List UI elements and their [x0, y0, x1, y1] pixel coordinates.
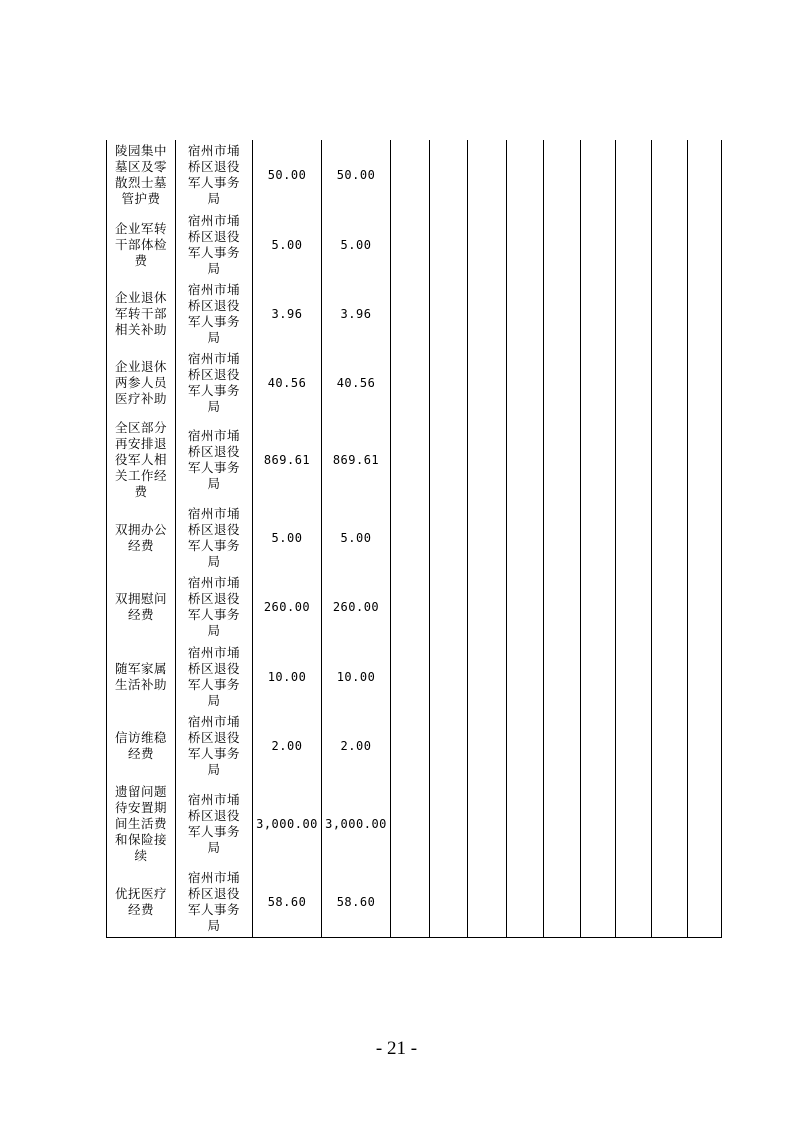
empty-cell [430, 572, 468, 642]
empty-cell [616, 348, 652, 417]
table-row [107, 503, 722, 572]
empty-cell [581, 210, 616, 279]
unit-name-cell [176, 417, 253, 503]
empty-cell [430, 417, 468, 503]
empty-cell [652, 780, 688, 867]
empty-cell [468, 417, 507, 503]
item-name-cell-text: 信访维稳 经费 [114, 729, 167, 761]
empty-cell [468, 867, 507, 937]
empty-cell [581, 642, 616, 711]
amount-budget-cell-text: 2.00 [340, 738, 372, 753]
empty-cell [391, 642, 430, 711]
empty-cell [430, 503, 468, 572]
budget-table [106, 140, 722, 938]
empty-cell [507, 210, 544, 279]
empty-cell [688, 572, 722, 642]
item-name-cell [107, 572, 176, 642]
empty-cell [391, 210, 430, 279]
empty-cell [430, 642, 468, 711]
amount-total-cell-text: 2.00 [271, 738, 303, 753]
amount-total-cell-text: 58.60 [267, 894, 307, 909]
amount-total-cell-text: 869.61 [263, 453, 311, 467]
empty-cell [507, 279, 544, 348]
unit-name-cell-text: 宿州市埇 桥区退役 军人事务 局 [187, 791, 240, 855]
empty-cell [391, 140, 430, 210]
empty-cell [468, 711, 507, 780]
amount-budget-cell [322, 348, 391, 417]
amount-total-cell [253, 140, 322, 210]
empty-cell [468, 348, 507, 417]
empty-cell [544, 642, 581, 711]
empty-cell [391, 711, 430, 780]
empty-cell [581, 279, 616, 348]
empty-cell [468, 503, 507, 572]
item-name-cell-text: 双拥慰问 经费 [114, 591, 167, 622]
table-body [107, 140, 722, 937]
item-name-cell [107, 711, 176, 780]
empty-cell [652, 711, 688, 780]
amount-total-cell [253, 279, 322, 348]
table-row [107, 279, 722, 348]
empty-cell [430, 348, 468, 417]
unit-name-cell-text: 宿州市埇 桥区退役 军人事务 局 [187, 505, 240, 569]
amount-budget-cell [322, 417, 391, 503]
empty-cell [581, 780, 616, 867]
unit-name-cell [176, 642, 253, 711]
empty-cell [581, 711, 616, 780]
amount-total-cell-text: 260.00 [263, 600, 311, 614]
amount-budget-cell-text: 869.61 [332, 453, 380, 467]
item-name-cell [107, 279, 176, 348]
unit-name-cell-text: 宿州市埇 桥区退役 军人事务 局 [187, 212, 240, 276]
empty-cell [507, 572, 544, 642]
empty-cell [688, 210, 722, 279]
unit-name-cell [176, 140, 253, 210]
empty-cell [652, 642, 688, 711]
empty-cell [430, 711, 468, 780]
table-row [107, 572, 722, 642]
amount-budget-cell-text: 40.56 [336, 375, 376, 390]
empty-cell [652, 572, 688, 642]
item-name-cell-text: 全区部分 再安排退 役军人相 关工作经 费 [114, 420, 167, 499]
unit-name-cell-text: 宿州市埇 桥区退役 军人事务 局 [187, 428, 240, 491]
unit-name-cell-text: 宿州市埇 桥区退役 军人事务 局 [187, 644, 240, 708]
empty-cell [688, 279, 722, 348]
amount-total-cell-text: 10.00 [267, 669, 307, 684]
empty-cell [616, 210, 652, 279]
empty-cell [688, 417, 722, 503]
empty-cell [544, 417, 581, 503]
unit-name-cell-text: 宿州市埇 桥区退役 军人事务 局 [187, 350, 240, 414]
item-name-cell [107, 503, 176, 572]
unit-name-cell-text: 宿州市埇 桥区退役 军人事务 局 [187, 713, 240, 777]
empty-cell [652, 503, 688, 572]
amount-budget-cell-text: 5.00 [340, 237, 372, 252]
amount-total-cell-text: 40.56 [267, 375, 307, 390]
empty-cell [616, 780, 652, 867]
empty-cell [616, 642, 652, 711]
empty-cell [391, 503, 430, 572]
empty-cell [616, 867, 652, 937]
empty-cell [468, 642, 507, 711]
amount-budget-cell-text: 5.00 [340, 530, 372, 545]
item-name-cell [107, 867, 176, 937]
amount-total-cell-text: 5.00 [271, 530, 303, 545]
empty-cell [544, 572, 581, 642]
empty-cell [468, 210, 507, 279]
amount-budget-cell-text: 3,000.00 [325, 816, 387, 831]
amount-budget-cell [322, 780, 391, 867]
empty-cell [581, 867, 616, 937]
amount-budget-cell [322, 503, 391, 572]
empty-cell [544, 210, 581, 279]
empty-cell [544, 140, 581, 210]
item-name-cell-text: 双拥办公 经费 [114, 521, 167, 553]
amount-total-cell [253, 503, 322, 572]
amount-total-cell [253, 642, 322, 711]
item-name-cell-text: 遗留问题 待安置期 间生活费 和保险接 续 [114, 783, 167, 863]
empty-cell [430, 780, 468, 867]
amount-budget-cell-text: 260.00 [332, 600, 380, 614]
unit-name-cell [176, 210, 253, 279]
unit-name-cell [176, 572, 253, 642]
table-row [107, 642, 722, 711]
empty-cell [616, 279, 652, 348]
amount-budget-cell-text: 10.00 [336, 669, 376, 684]
empty-cell [507, 503, 544, 572]
amount-budget-cell-text: 58.60 [336, 894, 376, 909]
empty-cell [544, 867, 581, 937]
empty-cell [652, 417, 688, 503]
unit-name-cell-text: 宿州市埇 桥区退役 军人事务 局 [187, 575, 240, 638]
empty-cell [430, 210, 468, 279]
item-name-cell [107, 210, 176, 279]
empty-cell [468, 572, 507, 642]
empty-cell [430, 867, 468, 937]
item-name-cell [107, 140, 176, 210]
unit-name-cell-text: 宿州市埇 桥区退役 军人事务 局 [187, 281, 240, 345]
item-name-cell [107, 642, 176, 711]
empty-cell [581, 503, 616, 572]
empty-cell [391, 417, 430, 503]
empty-cell [507, 642, 544, 711]
empty-cell [507, 348, 544, 417]
empty-cell [468, 140, 507, 210]
unit-name-cell-text: 宿州市埇 桥区退役 军人事务 局 [187, 143, 240, 206]
table-row [107, 140, 722, 210]
empty-cell [688, 867, 722, 937]
empty-cell [430, 279, 468, 348]
empty-cell [652, 348, 688, 417]
item-name-cell-text: 企业退休 军转干部 相关补助 [114, 289, 167, 337]
table-row [107, 348, 722, 417]
empty-cell [652, 140, 688, 210]
empty-cell [391, 572, 430, 642]
amount-total-cell [253, 348, 322, 417]
amount-budget-cell [322, 140, 391, 210]
empty-cell [581, 417, 616, 503]
empty-cell [507, 417, 544, 503]
empty-cell [688, 642, 722, 711]
empty-cell [468, 780, 507, 867]
empty-cell [507, 711, 544, 780]
amount-budget-cell [322, 572, 391, 642]
empty-cell [688, 503, 722, 572]
unit-name-cell [176, 867, 253, 937]
empty-cell [507, 780, 544, 867]
item-name-cell [107, 780, 176, 867]
table-row [107, 417, 722, 503]
unit-name-cell [176, 348, 253, 417]
empty-cell [544, 780, 581, 867]
amount-budget-cell [322, 867, 391, 937]
empty-cell [544, 503, 581, 572]
table-row [107, 867, 722, 937]
amount-total-cell [253, 867, 322, 937]
unit-name-cell [176, 279, 253, 348]
empty-cell [688, 140, 722, 210]
amount-total-cell-text: 3,000.00 [256, 816, 318, 831]
item-name-cell-text: 企业退休 两参人员 医疗补助 [114, 358, 167, 406]
empty-cell [468, 279, 507, 348]
empty-cell [581, 572, 616, 642]
empty-cell [391, 780, 430, 867]
empty-cell [507, 140, 544, 210]
item-name-cell-text: 企业军转 干部体检 费 [114, 220, 167, 268]
amount-budget-cell-text: 3.96 [340, 306, 372, 321]
amount-total-cell [253, 417, 322, 503]
item-name-cell-text: 陵园集中 墓区及零 散烈士墓 管护费 [114, 143, 167, 206]
empty-cell [391, 348, 430, 417]
amount-total-cell [253, 780, 322, 867]
item-name-cell [107, 348, 176, 417]
empty-cell [544, 279, 581, 348]
unit-name-cell [176, 780, 253, 867]
amount-budget-cell [322, 711, 391, 780]
empty-cell [544, 348, 581, 417]
empty-cell [652, 279, 688, 348]
amount-total-cell [253, 572, 322, 642]
amount-budget-cell [322, 210, 391, 279]
empty-cell [391, 279, 430, 348]
unit-name-cell-text: 宿州市埇 桥区退役 军人事务 局 [187, 869, 240, 933]
item-name-cell [107, 417, 176, 503]
empty-cell [652, 210, 688, 279]
empty-cell [616, 417, 652, 503]
empty-cell [616, 140, 652, 210]
page-number: - 21 - [375, 1038, 418, 1059]
empty-cell [507, 867, 544, 937]
empty-cell [688, 348, 722, 417]
empty-cell [616, 711, 652, 780]
empty-cell [616, 572, 652, 642]
empty-cell [688, 711, 722, 780]
empty-cell [581, 140, 616, 210]
amount-total-cell [253, 210, 322, 279]
table-row [107, 780, 722, 867]
unit-name-cell [176, 711, 253, 780]
amount-total-cell-text: 50.00 [267, 168, 307, 182]
item-name-cell-text: 优抚医疗 经费 [114, 885, 167, 917]
table-row [107, 711, 722, 780]
amount-budget-cell-text: 50.00 [336, 168, 376, 182]
item-name-cell-text: 随军家属 生活补助 [114, 660, 167, 692]
amount-budget-cell [322, 279, 391, 348]
unit-name-cell [176, 503, 253, 572]
amount-budget-cell [322, 642, 391, 711]
empty-cell [391, 867, 430, 937]
amount-total-cell-text: 5.00 [271, 237, 303, 252]
empty-cell [688, 780, 722, 867]
empty-cell [581, 348, 616, 417]
empty-cell [430, 140, 468, 210]
amount-total-cell [253, 711, 322, 780]
empty-cell [544, 711, 581, 780]
empty-cell [652, 867, 688, 937]
empty-cell [616, 503, 652, 572]
amount-total-cell-text: 3.96 [271, 306, 303, 321]
table-row [107, 210, 722, 279]
